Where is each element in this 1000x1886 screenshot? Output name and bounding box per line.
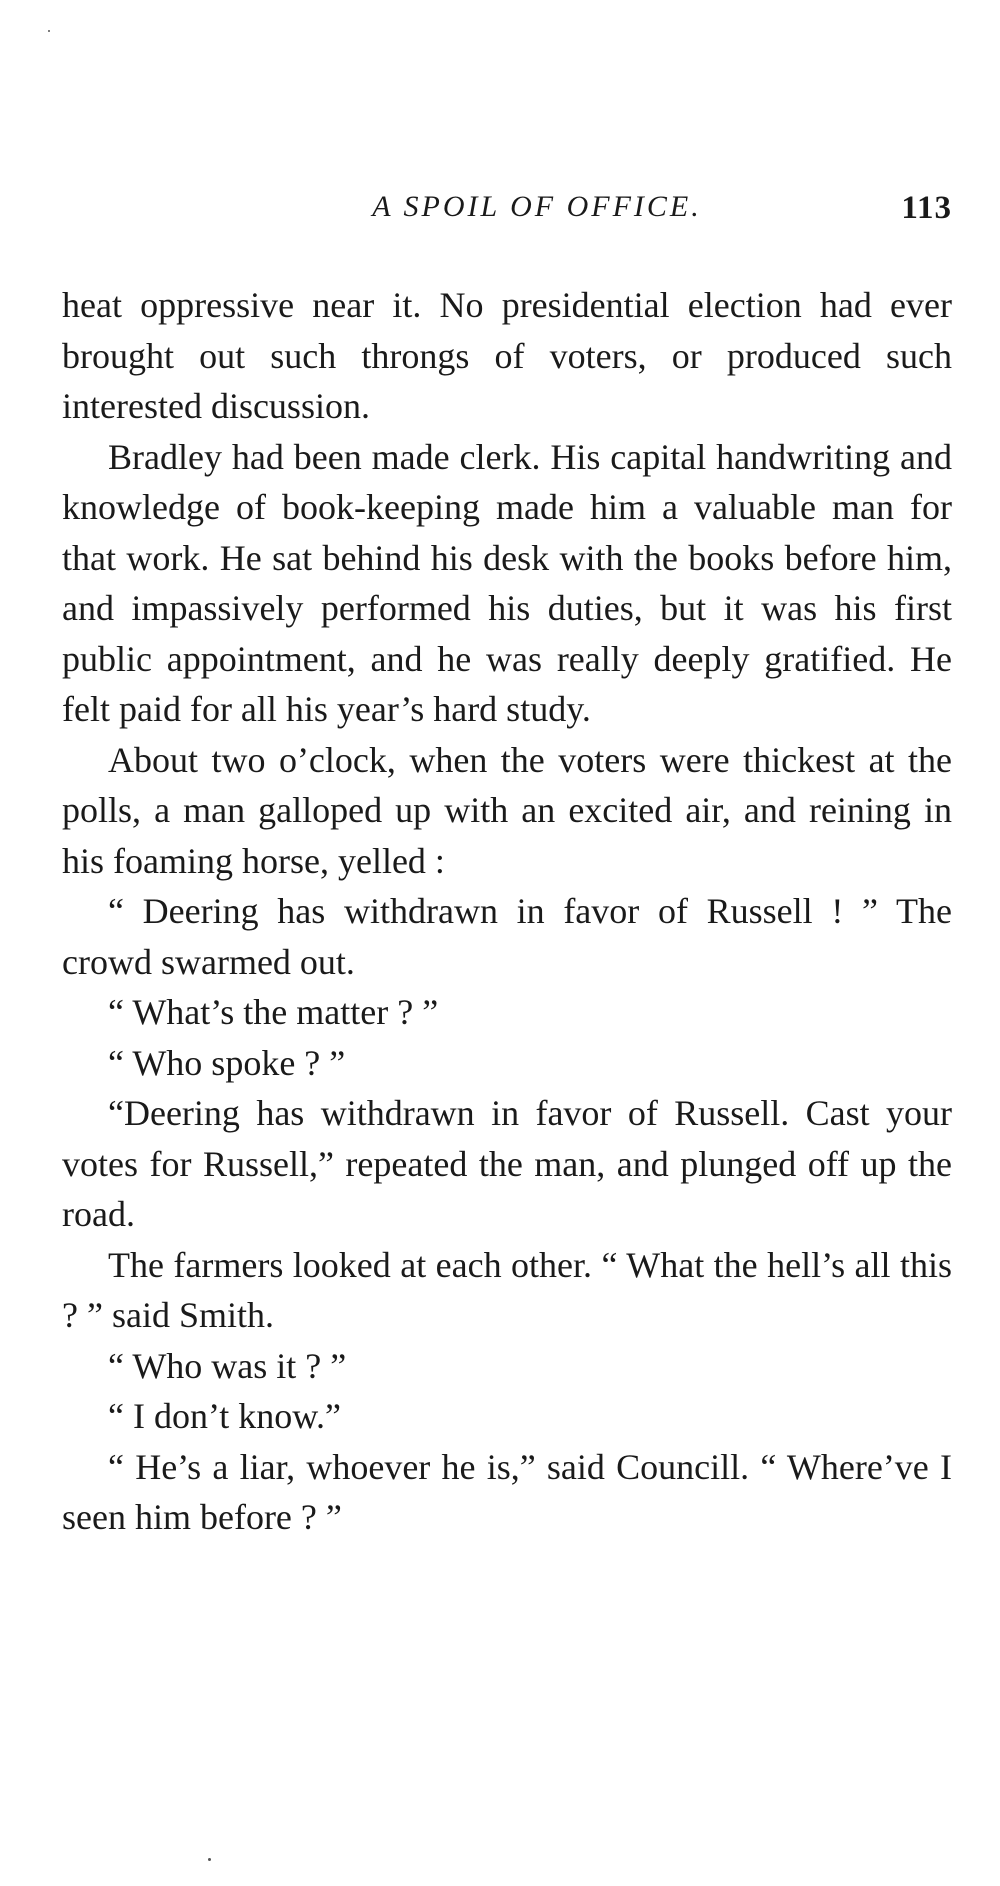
- paragraph-4: “ Deering has withdrawn in favor of Russell ! ” The crowd swarmed out.: [62, 891, 952, 982]
- paragraph-6: “ Who spoke ? ”: [108, 1042, 346, 1083]
- body-text: [62, 280, 952, 1543]
- paragraph-3: About two o’clock, when the voters were thickest at the polls, a man galloped up with an excited air, and reining in his foaming horse, yelled :: [62, 739, 952, 881]
- paragraph-11: “ He’s a liar, whoever he is,” said Councill. “ Where’ve I seen him before ? ”: [62, 1446, 952, 1537]
- paper-speck: [208, 1858, 211, 1861]
- paragraph-8: The farmers looked at each other. “ What the hell’s all this ? ” said Smith.: [62, 1244, 952, 1335]
- paragraph-2: Bradley had been made clerk. His capital handwriting and knowledge of book-keeping made him a valuable man for that work. He sat behind his desk with the books before him, and impassively performed his duties, but it was his first public appointment, and he was really deeply gratified. He felt paid for all his year’s hard study.: [62, 436, 952, 729]
- paper-speck: [48, 30, 50, 32]
- running-title: A SPOIL OF OFFICE.: [372, 190, 702, 223]
- paragraph-1: heat oppressive near it. No presidential election had ever brought out such throngs of voters, or produced such interested discussion.: [62, 285, 952, 426]
- paragraph-7: “Deering has withdrawn in favor of Russell. Cast your votes for Russell,” repeated the man, and plunged off up the road.: [62, 1093, 952, 1234]
- paragraph-9: “ Who was it ? ”: [108, 1345, 347, 1386]
- paragraph-5: “ What’s the matter ? ”: [108, 992, 439, 1032]
- running-head: [62, 190, 952, 240]
- page-number: 113: [901, 190, 952, 226]
- paragraph-10: “ I don’t know.”: [108, 1396, 341, 1436]
